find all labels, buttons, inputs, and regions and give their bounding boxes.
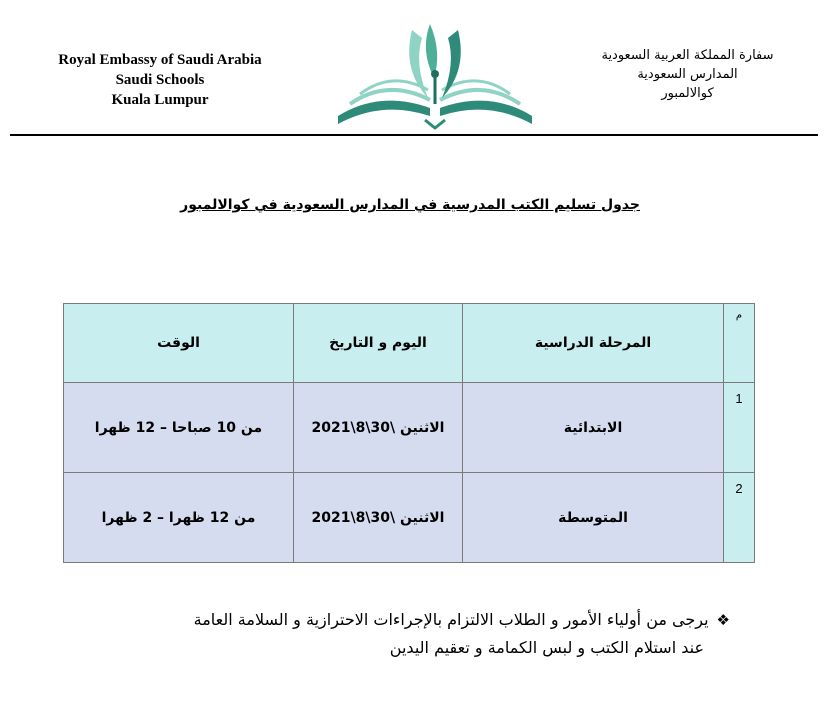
row-date: الاثنين \30\8\2021 <box>294 473 463 563</box>
header-num: م <box>724 304 755 383</box>
table-row <box>64 383 755 473</box>
embassy-name-en: Royal Embassy of Saudi Arabia <box>58 52 262 68</box>
note-line-1 <box>90 606 730 634</box>
schedule-table <box>63 303 755 563</box>
header-divider <box>10 134 818 136</box>
book-logo-icon <box>330 20 540 132</box>
header-stage: المرحلة الدراسية <box>463 304 724 383</box>
instructions-note <box>90 606 730 661</box>
city-name-en: Kuala Lumpur <box>111 92 209 108</box>
city-name-ar: كوالالمبور <box>661 86 714 101</box>
header-arabic <box>560 46 815 103</box>
schools-name-en: Saudi Schools <box>115 72 205 88</box>
document-title: جدول تسليم الكتب المدرسية في المدارس السعودية في كوالالمبور <box>180 197 640 213</box>
table-row <box>64 473 755 563</box>
header-date: اليوم و التاريخ <box>294 304 463 383</box>
note-text-1: يرجى من أولياء الأمور و الطلاب الالتزام بالإجراءات الاحترازية و السلامة العامة <box>193 610 709 629</box>
schools-name-ar: المدارس السعودية <box>637 67 738 82</box>
row-stage: المتوسطة <box>463 473 724 563</box>
header-english <box>30 50 290 110</box>
embassy-name-ar: سفارة المملكة العربية السعودية <box>601 48 774 63</box>
row-time: من 12 ظهرا – 2 ظهرا <box>64 473 294 563</box>
note-text-2: عند استلام الكتب و لبس الكمامة و تعقيم اليدين <box>389 638 704 657</box>
table-header-row <box>64 304 755 383</box>
header-time: الوقت <box>64 304 294 383</box>
diamond-bullet-icon: ❖ <box>716 611 730 629</box>
row-time: من 10 صباحا – 12 ظهرا <box>64 383 294 473</box>
row-num: 1 <box>724 383 755 473</box>
row-stage: الابتدائية <box>463 383 724 473</box>
row-date: الاثنين \30\8\2021 <box>294 383 463 473</box>
row-num: 2 <box>724 473 755 563</box>
